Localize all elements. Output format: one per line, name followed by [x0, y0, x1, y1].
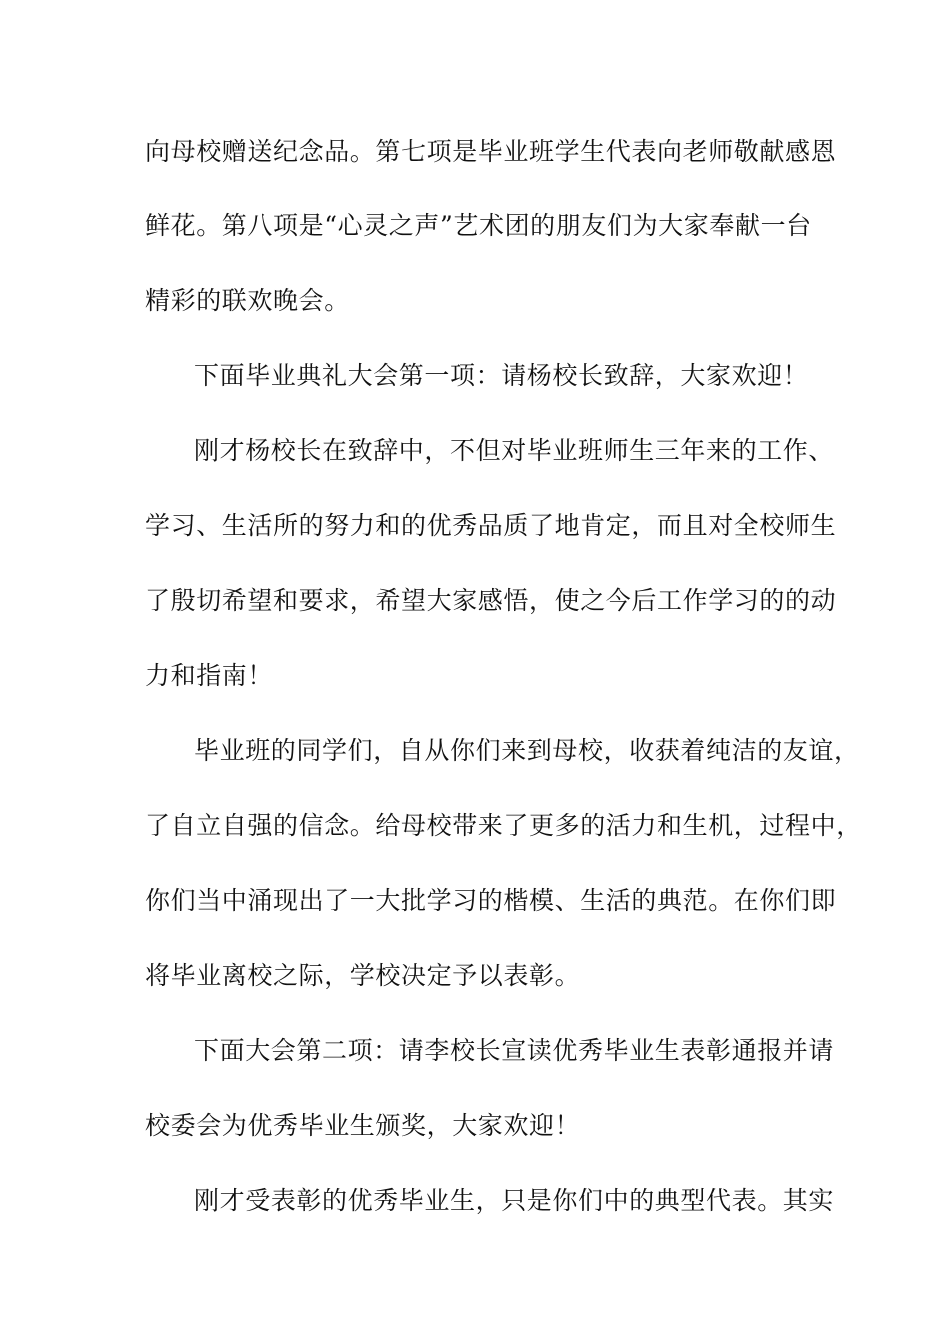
text-line: 力和指南！ [145, 661, 274, 690]
paragraph-first-line: 毕业班的同学们，自从你们来到母校，收获着纯洁的友谊， [194, 736, 860, 765]
text-line: 向母校赠送纪念品。第七项是毕业班学生代表向老师敬献感恩 [145, 137, 837, 166]
text-line: 精彩的联欢晚会。 [145, 286, 350, 315]
text-line: 将毕业离校之际，学校决定予以表彰。 [145, 961, 581, 990]
text-line: 了自立自强的信念。给母校带来了更多的活力和生机，过程中， [145, 811, 862, 840]
paragraph-first-line: 下面毕业典礼大会第一项：请杨校长致辞，大家欢迎！ [194, 361, 809, 390]
paragraph-first-line: 刚才受表彰的优秀毕业生，只是你们中的典型代表。其实 [194, 1186, 835, 1215]
text-line: 鲜花。第八项是“心灵之声”艺术团的朋友们为大家奉献一台 [145, 211, 812, 240]
paragraph-first-line: 刚才杨校长在致辞中，不但对毕业班师生三年来的工作、 [194, 436, 835, 465]
text-line: 了殷切希望和要求，希望大家感悟，使之今后工作学习的的动 [145, 586, 837, 615]
text-line: 你们当中涌现出了一大批学习的楷模、生活的典范。在你们即 [145, 886, 837, 915]
text-line: 学习、生活所的努力和的优秀品质了地肯定，而且对全校师生 [145, 511, 837, 540]
text-line: 校委会为优秀毕业生颁奖，大家欢迎！ [145, 1111, 581, 1140]
paragraph-first-line: 下面大会第二项：请李校长宣读优秀毕业生表彰通报并请 [194, 1036, 835, 1065]
